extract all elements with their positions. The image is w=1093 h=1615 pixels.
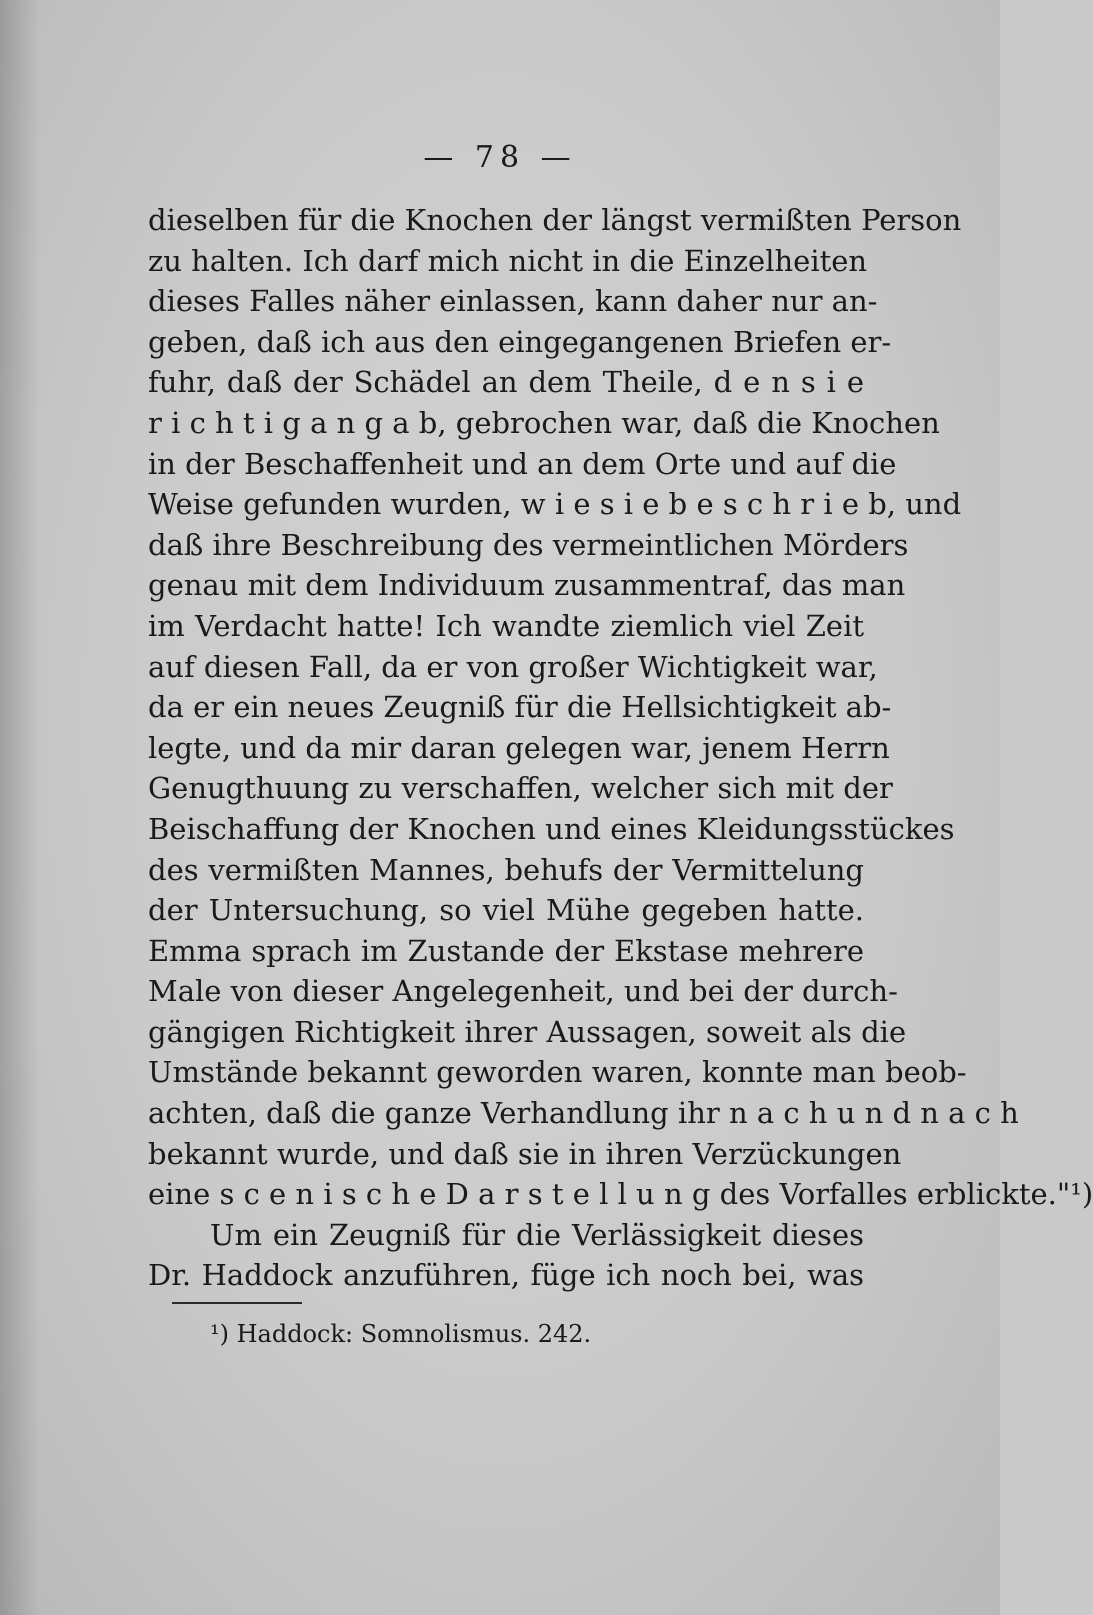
text-line: Male von dieser Angelegenheit, und bei der durch- [148,974,898,1009]
text-line: im Verdacht hatte! Ich wandte ziemlich viel Zeit [148,608,864,643]
text-line: zu halten. Ich darf mich nicht in die Einzelheiten [148,243,868,278]
text-line: eine s c e n i s c h e D a r s t e l l u n g des Vorfalles erblickte."¹) [148,1177,1093,1212]
text-line: Umstände bekannt geworden waren, konnte man beob- [148,1055,967,1090]
text-line: dieselben für die Knochen der längst vermißten Person [148,203,962,237]
text-line: legte, und da mir daran gelegen war, jenem Herrn [148,730,890,765]
page-number: — 78 — [423,140,577,175]
footnote-rule [172,1302,302,1304]
text-line: in der Beschaffenheit und an dem Orte und auf die [148,446,897,481]
text-line: Dr. Haddock anzuführen, füge ich noch bei, was [148,1258,864,1293]
text-line: Weise gefunden wurden, w i e s i e b e s c h r i e b, und [148,487,962,522]
text-line: Beischaffung der Knochen und eines Kleidungsstückes [148,811,955,846]
text-line: r i c h t i g a n g a b, gebrochen war, daß die Knochen [148,405,940,440]
text-line: bekannt wurde, und daß sie in ihren Verzückungen [148,1136,902,1171]
text-line: Emma sprach im Zustande der Ekstase mehrere [148,933,864,968]
body-text [148,200,1093,1296]
text-line: genau mit dem Individuum zusammentraf, das man [148,568,906,603]
text-line: achten, daß die ganze Verhandlung ihr n a c h u n d n a c h [148,1096,1019,1131]
footnote: ¹) Haddock: Somnolismus. 242. [210,1320,592,1348]
text-line: auf diesen Fall, da er von großer Wichtigkeit war, [148,649,878,684]
text-line: Um ein Zeugniß für die Verlässigkeit dieses [210,1217,864,1252]
text-line: daß ihre Beschreibung des vermeintlichen Mörders [148,527,909,562]
text-line: geben, daß ich aus den eingegangenen Briefen er- [148,324,892,359]
text-line: fuhr, daß der Schädel an dem Theile, d e n s i e [148,365,864,400]
text-line: des vermißten Mannes, behufs der Vermittelung [148,852,864,887]
text-line: dieses Falles näher einlassen, kann daher nur an- [148,284,878,319]
text-line: Genugthuung zu verschaffen, welcher sich mit der [148,771,893,806]
text-line: der Untersuchung, so viel Mühe gegeben hatte. [148,893,864,928]
text-line: gängigen Richtigkeit ihrer Aussagen, soweit als die [148,1014,907,1049]
text-line: da er ein neues Zeugniß für die Hellsichtigkeit ab- [148,690,892,725]
